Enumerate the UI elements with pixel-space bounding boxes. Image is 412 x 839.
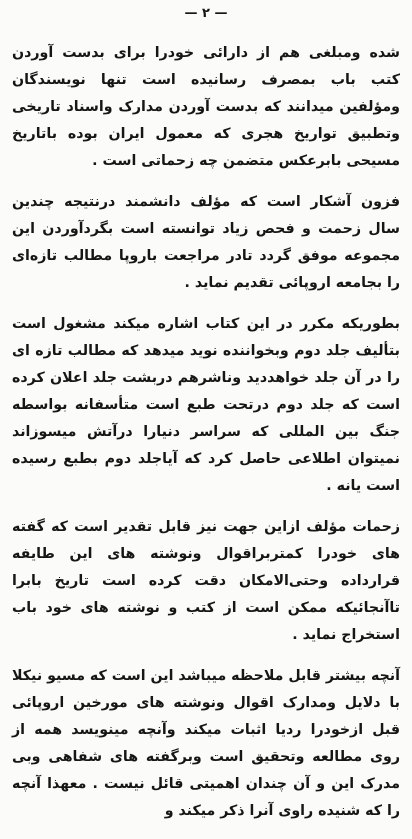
body-text: [12, 40, 400, 839]
page-number: — ٢ —: [184, 6, 228, 21]
paragraph-5: آنچه بیشتر قابل ملاحظه میباشد این است که مسیو نیکلا با دلایل ومدارک اقوال ونوشته های مورخین اروپائی قبل ازخودرا ردیا اثبات میکند وآنچه مینویسد همه از روی مطالعه وتحقیق است وبرگفته های شفاهی وبی مدرک این و آن چندان اهمیتی قائل نیست . معهذا آنچه را که شنیده راوی آنرا ذکر میکند و: [12, 668, 400, 819]
paragraph-1: شده ومبلغی هم از دارائی خودرا برای بدست آوردن کتب باب بمصرف رسانیده است تنها نویسندگان ومؤلفین میدانند که بدست آوردن مدارک واسناد تاریخی وتطبیق تواریخ هجری که معمول ایران بوده باتاریخ مسیحی بابرعکس متضمن چه زحماتی است .: [12, 45, 400, 169]
paragraph-2: فزون آشکار است که مؤلف دانشمند درنتیجه چندین سال زحمت و فحص زیاد توانسته است بگردآوردن این مجموعه موفق گردد تادر مراجعت باروپا مطالب تازه‌ای را بجامعه اروپائی تقدیم نماید .: [12, 194, 400, 291]
paragraph-3: بطوریکه مکرر در این کتاب اشاره میکند مشغول است بتألیف جلد دوم وبخواننده نوید میدهد که مطالب تازه ای را در آن جلد خواهددید وناشرهم دربشت جلد اعلان کرده است که جلد دوم درتحت طبع است متأسفانه بواسطه جنگ بین المللی که سراسر دنیارا درآتش میسوزاند نمیتوان اطلاعی حاصل کرد که آیاجلد دوم بطبع رسیده است یانه .: [12, 316, 400, 494]
paragraph-4: زحمات مؤلف ازاین جهت نیز قابل تقدیر است که گفته های خودرا کمتربراقوال ونوشته های این طایفه قرارداده وحتی‌الامکان دقت کرده است تاریخ بابرا تاآنجائیکه ممکن است از کتب و نوشته های خود باب استخراج نماید .: [12, 519, 400, 643]
